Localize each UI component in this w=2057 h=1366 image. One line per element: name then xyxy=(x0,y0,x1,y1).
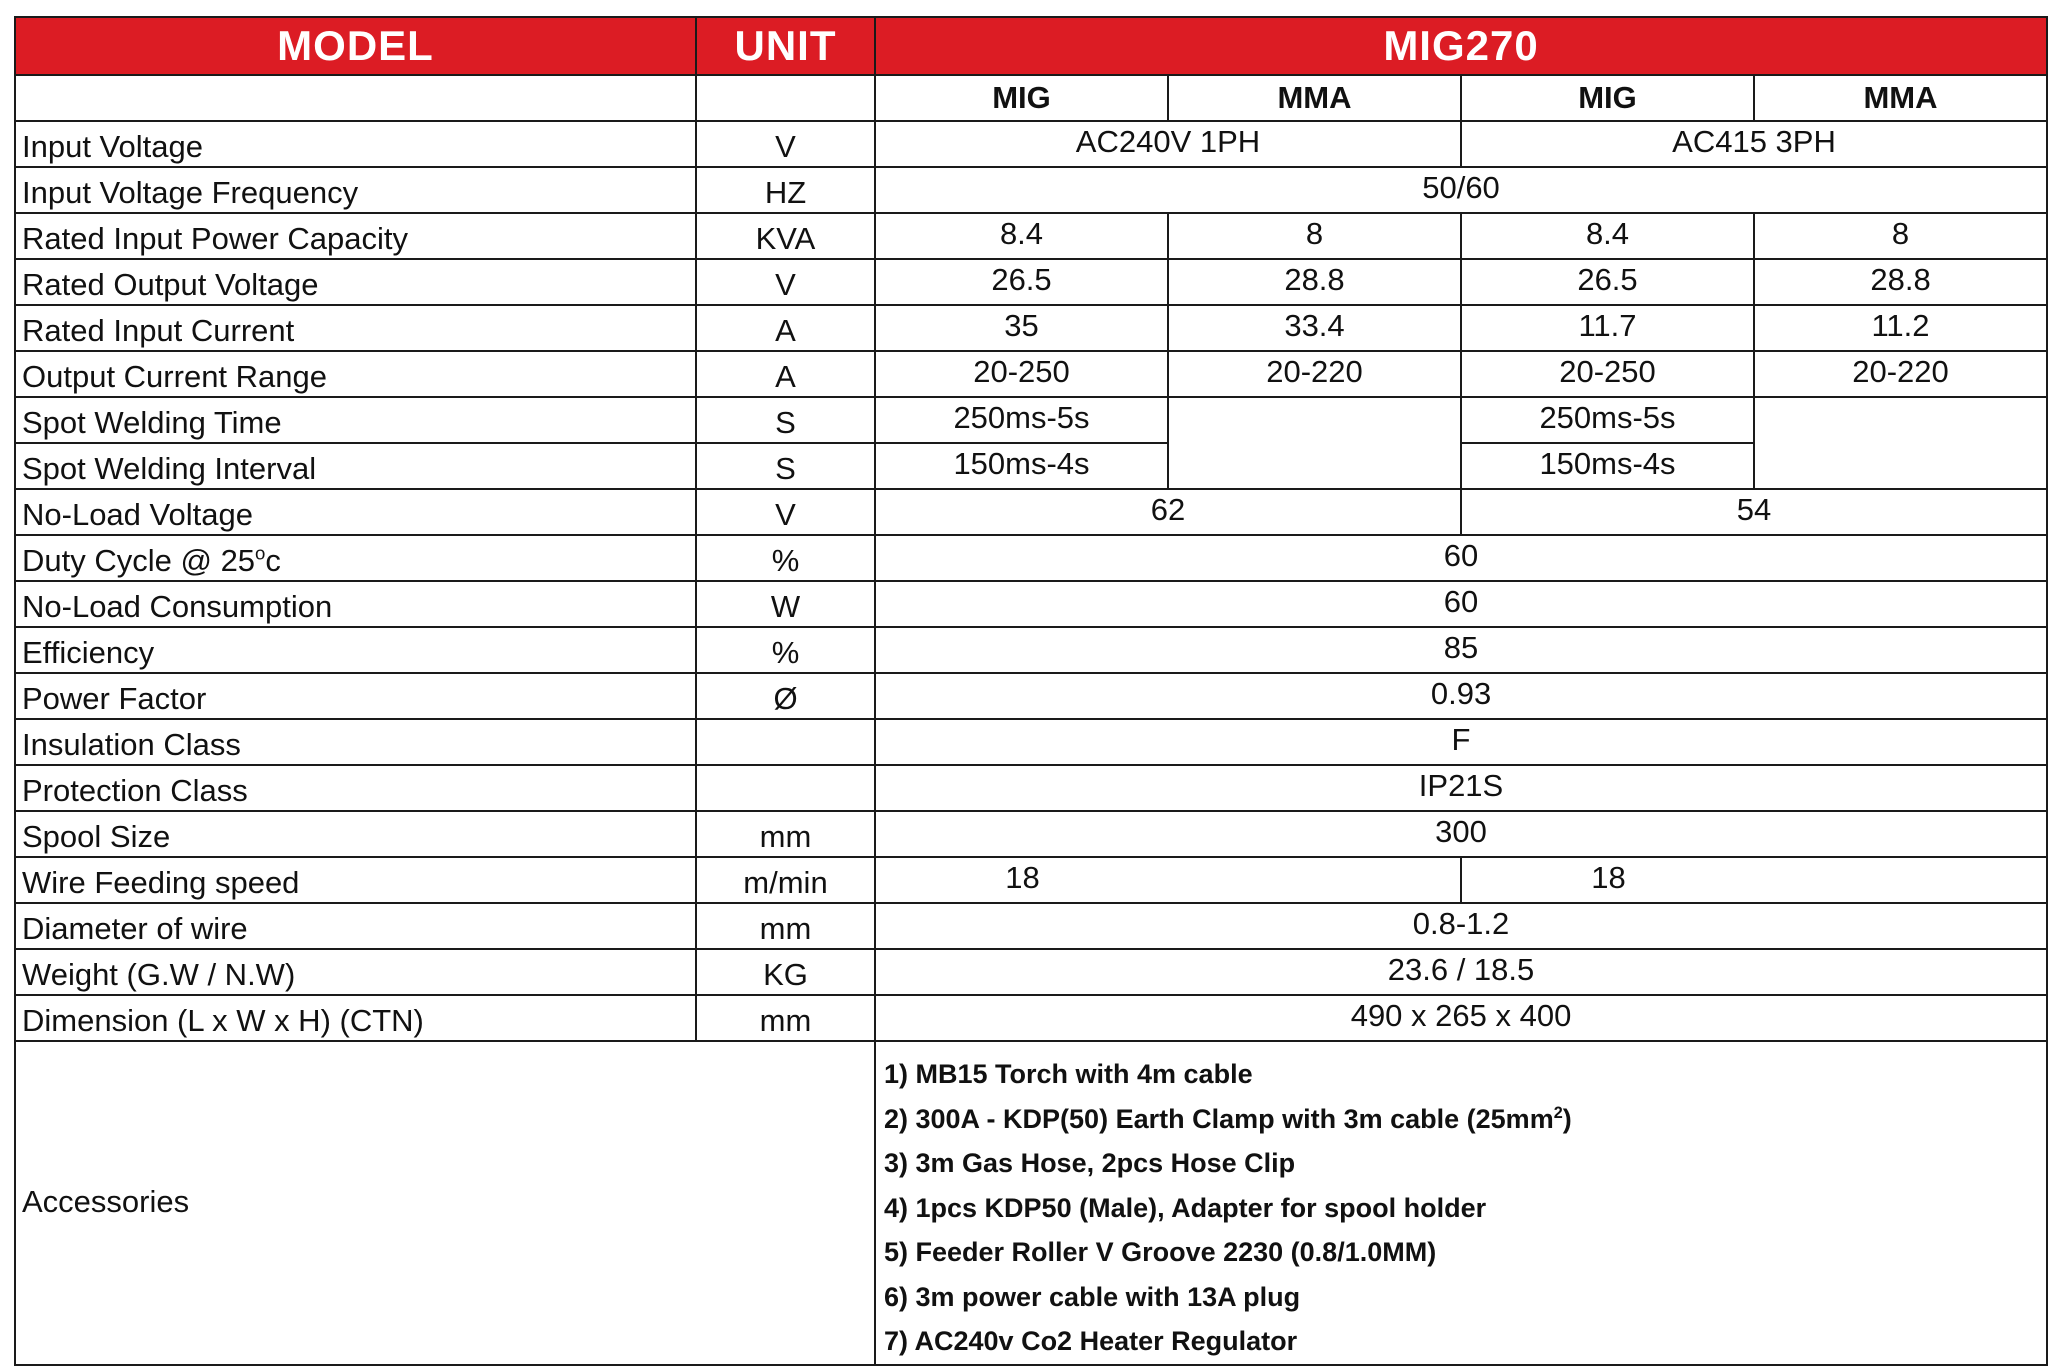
value-all: 490 x 265 x 400 xyxy=(875,995,2047,1041)
row-label: Spot Welding Time xyxy=(15,397,696,443)
row-label: Rated Output Voltage xyxy=(15,259,696,305)
row-unit: mm xyxy=(696,995,875,1041)
accessory-item: 6) 3m power cable with 13A plug xyxy=(884,1281,1301,1312)
row-protection-class xyxy=(15,765,2047,811)
row-weight xyxy=(15,949,2047,995)
value-mig-1ph: 250ms-5s xyxy=(875,397,1168,443)
value-mig-1ph: 150ms-4s xyxy=(875,443,1168,489)
value-all: 50/60 xyxy=(875,167,2047,213)
row-label: Output Current Range xyxy=(15,351,696,397)
row-wire-feeding-speed xyxy=(15,857,2047,903)
row-label: Input Voltage xyxy=(15,121,696,167)
value-mma-1ph: 20-220 xyxy=(1168,351,1461,397)
value-all: 0.8-1.2 xyxy=(875,903,2047,949)
row-unit: mm xyxy=(696,811,875,857)
row-label: Input Voltage Frequency xyxy=(15,167,696,213)
row-unit xyxy=(696,719,875,765)
row-accessories xyxy=(15,1041,2047,1365)
degree-symbol: o xyxy=(255,542,266,564)
value-single-phase: 62 xyxy=(875,489,1461,535)
value-mig-3ph: 20-250 xyxy=(1461,351,1754,397)
value-three-phase: 54 xyxy=(1461,489,2047,535)
value-mig-3ph: 150ms-4s xyxy=(1461,443,1754,489)
row-insulation-class xyxy=(15,719,2047,765)
row-unit: % xyxy=(696,535,875,581)
row-unit: KVA xyxy=(696,213,875,259)
row-unit xyxy=(696,765,875,811)
mode-row xyxy=(15,75,2047,121)
row-label: No-Load Voltage xyxy=(15,489,696,535)
duty-cycle-label-end: c xyxy=(265,543,281,578)
accessory-item: 3) 3m Gas Hose, 2pcs Hose Clip xyxy=(884,1148,1296,1178)
empty-cell xyxy=(696,75,875,121)
value-mig-3ph: 26.5 xyxy=(1461,259,1754,305)
value-all: 60 xyxy=(875,535,2047,581)
row-no-load-consumption xyxy=(15,581,2047,627)
mode-mig-3ph: MIG xyxy=(1461,75,1754,121)
row-rated-output-voltage xyxy=(15,259,2047,305)
row-power-factor xyxy=(15,673,2047,719)
row-unit: A xyxy=(696,351,875,397)
mode-mig-1ph: MIG xyxy=(875,75,1168,121)
row-spot-welding-interval xyxy=(15,443,2047,489)
row-efficiency xyxy=(15,627,2047,673)
row-unit: W xyxy=(696,581,875,627)
row-unit: mm xyxy=(696,903,875,949)
row-input-voltage xyxy=(15,121,2047,167)
value-mig-1ph: 20-250 xyxy=(875,351,1168,397)
row-rated-input-current xyxy=(15,305,2047,351)
empty-cell xyxy=(1168,397,1461,489)
row-unit: HZ xyxy=(696,167,875,213)
row-label: Insulation Class xyxy=(15,719,696,765)
header-row xyxy=(15,17,2047,75)
row-unit: A xyxy=(696,305,875,351)
mode-mma-1ph: MMA xyxy=(1168,75,1461,121)
row-unit: Ø xyxy=(696,673,875,719)
value-all: 0.93 xyxy=(875,673,2047,719)
accessory-item: 7) AC240v Co2 Heater Regulator xyxy=(884,1326,1298,1356)
duty-cycle-label-main: Duty Cycle @ 25 xyxy=(22,543,256,578)
row-label: Protection Class xyxy=(15,765,696,811)
value-single-phase xyxy=(875,857,1461,903)
row-wire-diameter xyxy=(15,903,2047,949)
value-mig-3ph: 11.7 xyxy=(1461,305,1754,351)
row-duty-cycle xyxy=(15,535,2047,581)
squared-symbol: 2 xyxy=(1553,1103,1563,1122)
value-mma-1ph: 33.4 xyxy=(1168,305,1461,351)
accessories-label: Accessories xyxy=(15,1041,875,1365)
mode-mma-3ph: MMA xyxy=(1754,75,2047,121)
row-label: Spool Size xyxy=(15,811,696,857)
row-unit: S xyxy=(696,443,875,489)
row-dimension xyxy=(15,995,2047,1041)
row-label: Dimension (L x W x H) (CTN) xyxy=(15,995,696,1041)
value-mma-1ph: 28.8 xyxy=(1168,259,1461,305)
value-mig-1ph: 8.4 xyxy=(875,213,1168,259)
value-all: 300 xyxy=(875,811,2047,857)
value-all: 85 xyxy=(875,627,2047,673)
value-single-phase: AC240V 1PH xyxy=(875,121,1461,167)
accessory-item: 1) MB15 Torch with 4m cable xyxy=(884,1059,1253,1089)
value-all: 23.6 / 18.5 xyxy=(875,949,2047,995)
row-input-frequency xyxy=(15,167,2047,213)
unit-header: UNIT xyxy=(696,17,875,75)
value-mig-1ph: 35 xyxy=(875,305,1168,351)
row-label: Diameter of wire xyxy=(15,903,696,949)
row-unit: KG xyxy=(696,949,875,995)
value-mma-3ph: 11.2 xyxy=(1754,305,2047,351)
product-header: MIG270 xyxy=(875,17,2047,75)
row-spool-size xyxy=(15,811,2047,857)
row-label: Efficiency xyxy=(15,627,696,673)
row-output-current-range xyxy=(15,351,2047,397)
row-unit: m/min xyxy=(696,857,875,903)
accessory-item xyxy=(884,1097,2046,1142)
value-mma-3ph: 28.8 xyxy=(1754,259,2047,305)
row-label: Wire Feeding speed xyxy=(15,857,696,903)
row-label: Power Factor xyxy=(15,673,696,719)
model-header: MODEL xyxy=(15,17,696,75)
row-label: Spot Welding Interval xyxy=(15,443,696,489)
value-mma-3ph: 8 xyxy=(1754,213,2047,259)
row-label: Rated Input Power Capacity xyxy=(15,213,696,259)
row-unit: V xyxy=(696,121,875,167)
accessory-item-2-text: 2) 300A - KDP(50) Earth Clamp with 3m cable (25mm xyxy=(884,1103,1554,1134)
value-mig-1ph: 26.5 xyxy=(875,259,1168,305)
row-unit: V xyxy=(696,489,875,535)
row-label: Rated Input Current xyxy=(15,305,696,351)
empty-cell xyxy=(1754,397,2047,489)
empty-cell xyxy=(15,75,696,121)
row-label: No-Load Consumption xyxy=(15,581,696,627)
value-all: IP21S xyxy=(875,765,2047,811)
wire-speed-1ph-text: 18 xyxy=(1005,860,1040,895)
value-three-phase: AC415 3PH xyxy=(1461,121,2047,167)
row-label: Weight (G.W / N.W) xyxy=(15,949,696,995)
accessory-item: 4) 1pcs KDP50 (Male), Adapter for spool holder xyxy=(884,1192,1487,1223)
value-mma-1ph: 8 xyxy=(1168,213,1461,259)
value-all: 60 xyxy=(875,581,2047,627)
row-label xyxy=(15,535,696,581)
row-unit: V xyxy=(696,259,875,305)
row-no-load-voltage xyxy=(15,489,2047,535)
row-rated-input-power xyxy=(15,213,2047,259)
wire-speed-3ph-text: 18 xyxy=(1591,860,1626,895)
value-mig-3ph: 250ms-5s xyxy=(1461,397,1754,443)
row-unit: S xyxy=(696,397,875,443)
row-unit: % xyxy=(696,627,875,673)
value-three-phase xyxy=(1461,857,2047,903)
value-all: F xyxy=(875,719,2047,765)
value-mma-3ph: 20-220 xyxy=(1754,351,2047,397)
value-mig-3ph: 8.4 xyxy=(1461,213,1754,259)
accessory-item: 5) Feeder Roller V Groove 2230 (0.8/1.0MM) xyxy=(884,1237,1437,1267)
spec-table xyxy=(14,16,2048,1366)
accessory-item-2-end: ) xyxy=(1562,1103,1572,1134)
accessories-list xyxy=(875,1041,2047,1365)
row-spot-welding-time xyxy=(15,397,2047,443)
